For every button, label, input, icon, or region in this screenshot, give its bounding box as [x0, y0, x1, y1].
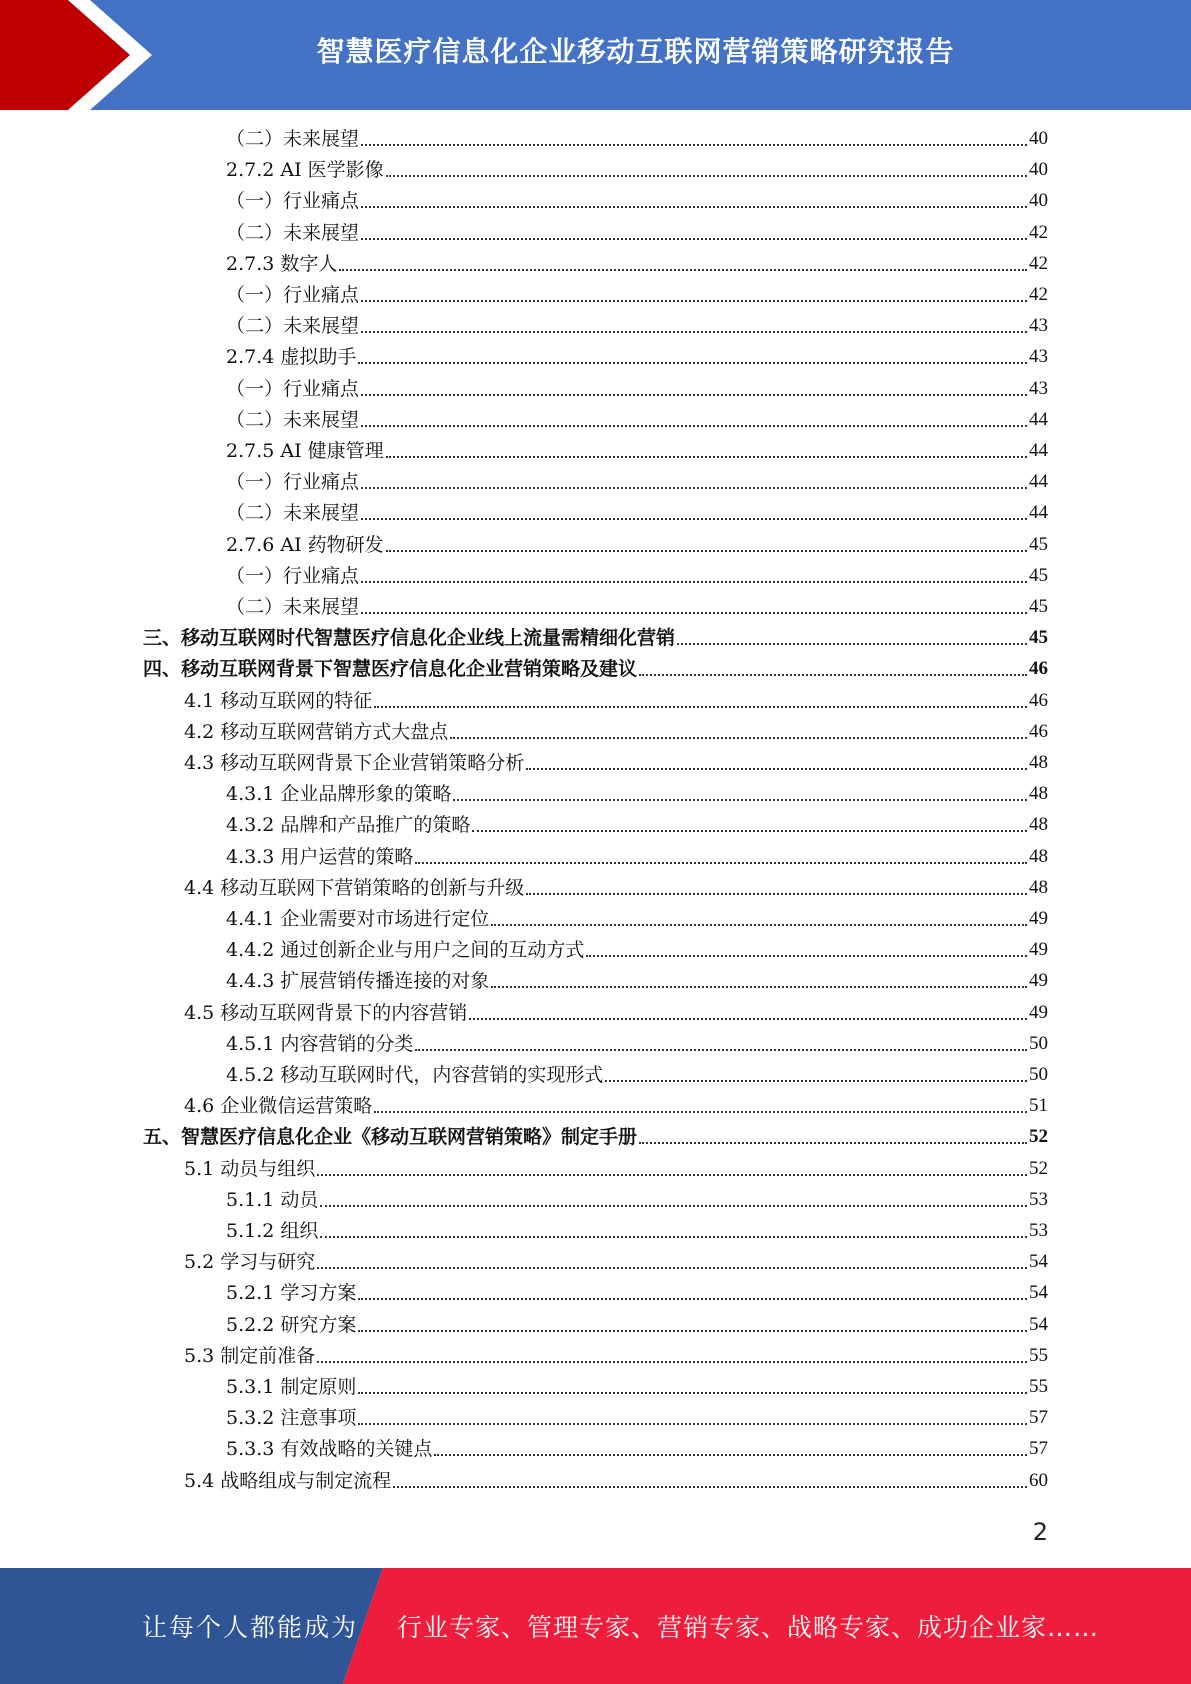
toc-entry[interactable]	[184, 1094, 1048, 1118]
toc-entry-page: 40	[1029, 128, 1048, 149]
toc-entry-label: 4.4.1 企业需要对市场进行定位	[226, 908, 490, 930]
toc-entry[interactable]	[184, 720, 1048, 744]
toc-entry[interactable]	[143, 657, 1048, 681]
toc-entry-page: 45	[1029, 627, 1048, 649]
toc-entry[interactable]	[226, 439, 1048, 463]
toc-entry-label: 4.5.2 移动互联网时代，内容营销的实现形式	[226, 1064, 604, 1086]
toc-entry-label: 4.2 移动互联网营销方式大盘点	[184, 720, 449, 743]
toc-entry-label: 5.1.2 组织	[226, 1220, 319, 1242]
toc-entry[interactable]	[226, 564, 1048, 588]
toc-entry-page: 45	[1029, 533, 1048, 555]
toc-entry-label: 4.5 移动互联网背景下的内容营销	[184, 1001, 468, 1024]
toc-dot-leader	[361, 238, 1027, 240]
toc-entry-page: 48	[1029, 752, 1048, 773]
toc-entry-page: 48	[1029, 814, 1048, 836]
toc-entry-label: 5.3.1 制定原则	[226, 1376, 357, 1398]
toc-entry[interactable]	[184, 1469, 1048, 1493]
toc-entry-label: （一）行业痛点	[226, 564, 360, 587]
toc-entry-page: 46	[1029, 658, 1048, 680]
toc-dot-leader	[361, 612, 1027, 614]
toc-entry-label: 4.4.2 通过创新企业与用户之间的互动方式	[226, 939, 585, 962]
toc-entry[interactable]	[226, 907, 1048, 931]
toc-entry-label: （一）行业痛点	[226, 284, 360, 306]
toc-entry[interactable]	[226, 470, 1048, 494]
toc-entry[interactable]	[226, 314, 1048, 338]
toc-entry-page: 48	[1029, 783, 1048, 805]
toc-entry-page: 48	[1029, 876, 1048, 898]
toc-entry-label: （二）未来展望	[226, 315, 360, 338]
toc-entry-label: 5.4 战略组成与制定流程	[184, 1469, 392, 1492]
toc-entry-label: 2.7.3 数字人	[226, 252, 338, 275]
report-title: 智慧医疗信息化企业移动互联网营销策略研究报告	[316, 35, 955, 68]
toc-entry-page: 42	[1029, 252, 1048, 274]
toc-dot-leader	[677, 643, 1027, 645]
toc-entry-label: （二）未来展望	[226, 408, 360, 431]
toc-entry[interactable]	[226, 533, 1048, 557]
toc-entry-label: 五、智慧医疗信息化企业《移动互联网营销策略》制定手册	[143, 1126, 638, 1149]
toc-entry-page: 45	[1029, 596, 1048, 617]
toc-entry[interactable]	[226, 845, 1048, 869]
toc-entry-page: 57	[1029, 1438, 1048, 1460]
toc-dot-leader	[472, 830, 1027, 832]
toc-dot-leader	[320, 1205, 1027, 1207]
toc-dot-leader	[361, 487, 1027, 489]
toc-entry-page: 54	[1029, 1251, 1048, 1273]
toc-entry-page: 57	[1029, 1407, 1048, 1429]
toc-dot-leader	[317, 1267, 1027, 1269]
toc-dot-leader	[469, 1018, 1027, 1020]
toc-entry-page: 55	[1029, 1344, 1048, 1366]
toc-entry-label: 2.7.5 AI 健康管理	[226, 440, 384, 462]
toc-dot-leader	[386, 175, 1027, 177]
toc-entry[interactable]	[226, 1406, 1048, 1430]
toc-entry[interactable]	[226, 938, 1048, 962]
toc-entry[interactable]	[226, 1032, 1048, 1056]
toc-dot-leader	[320, 1236, 1027, 1238]
toc-dot-leader	[361, 206, 1027, 208]
toc-entry[interactable]	[226, 969, 1048, 993]
toc-entry[interactable]	[184, 689, 1048, 713]
toc-entry-label: 2.7.6 AI 药物研发	[226, 533, 384, 556]
toc-entry-label: 4.3.3 用户运营的策略	[226, 845, 414, 868]
toc-entry[interactable]	[226, 813, 1048, 837]
toc-entry-page: 54	[1029, 1282, 1048, 1304]
toc-dot-leader	[358, 1392, 1027, 1394]
toc-dot-leader	[586, 955, 1027, 957]
toc-entry-label: 5.3.3 有效战略的关键点	[226, 1438, 433, 1461]
toc-dot-leader	[361, 331, 1027, 333]
toc-dot-leader	[361, 300, 1027, 302]
toc-dot-leader	[361, 518, 1027, 520]
toc-entry-label: 2.7.4 虚拟助手	[226, 346, 357, 369]
toc-entry-page: 50	[1029, 1064, 1048, 1085]
toc-dot-leader	[339, 269, 1027, 271]
toc-entry[interactable]	[226, 782, 1048, 806]
toc-entry-label: 5.1 动员与组织	[184, 1157, 316, 1180]
toc-dot-leader	[434, 1454, 1027, 1456]
toc-dot-leader	[317, 1361, 1027, 1363]
page-footer	[0, 1568, 1191, 1684]
toc-entry-label: 5.1.1 动员	[226, 1188, 319, 1211]
toc-dot-leader	[358, 1330, 1027, 1332]
toc-dot-leader	[358, 1298, 1027, 1300]
toc-entry[interactable]	[226, 377, 1048, 401]
toc-entry-label: 4.3 移动互联网背景下企业营销策略分析	[184, 752, 525, 774]
toc-entry-label: 四、移动互联网背景下智慧医疗信息化企业营销策略及建议	[143, 658, 638, 681]
toc-dot-leader	[415, 1049, 1027, 1051]
toc-entry-page: 52	[1029, 1126, 1048, 1148]
toc-entry-label: （二）未来展望	[226, 128, 360, 150]
toc-dot-leader	[374, 1111, 1027, 1113]
toc-dot-leader	[639, 674, 1027, 676]
toc-dot-leader	[361, 425, 1027, 427]
page-number: 2	[1032, 1518, 1048, 1546]
toc-entry-label: （一）行业痛点	[226, 471, 360, 494]
toc-entry-page: 43	[1029, 315, 1048, 337]
toc-entry[interactable]	[226, 189, 1048, 213]
toc-entry[interactable]	[226, 501, 1048, 525]
toc-entry-page: 48	[1029, 845, 1048, 867]
toc-dot-leader	[415, 862, 1027, 864]
toc-entry-page: 44	[1029, 471, 1048, 493]
toc-entry[interactable]	[226, 408, 1048, 432]
toc-dot-leader	[393, 1486, 1027, 1488]
toc-entry[interactable]	[143, 1125, 1048, 1149]
toc-entry-label: （二）未来展望	[226, 502, 360, 525]
toc-entry[interactable]	[226, 1375, 1048, 1399]
toc-dot-leader	[317, 1174, 1027, 1176]
toc-entry-label: 三、移动互联网时代智慧医疗信息化企业线上流量需精细化营销	[143, 627, 676, 650]
toc-entry-page: 54	[1029, 1313, 1048, 1335]
toc-entry-page: 53	[1029, 1188, 1048, 1210]
toc-entry-label: 4.3.1 企业品牌形象的策略	[226, 783, 452, 806]
toc-entry[interactable]	[184, 1344, 1048, 1368]
toc-entry-page: 49	[1029, 1001, 1048, 1023]
toc-entry-label: （二）未来展望	[226, 596, 360, 618]
toc-entry-page: 55	[1029, 1376, 1048, 1397]
toc-dot-leader	[361, 144, 1027, 146]
toc-entry[interactable]	[226, 1188, 1048, 1212]
toc-entry-label: 5.2.1 学习方案	[226, 1282, 357, 1305]
toc-entry-page: 42	[1029, 284, 1048, 305]
toc-entry-page: 52	[1029, 1157, 1048, 1179]
toc-entry-label: （一）行业痛点	[226, 190, 360, 213]
toc-entry-label: 4.3.2 品牌和产品推广的策略	[226, 814, 471, 837]
toc-dot-leader	[361, 394, 1027, 396]
toc-entry-page: 40	[1029, 159, 1048, 181]
toc-dot-leader	[358, 362, 1027, 364]
toc-entry-page: 44	[1029, 408, 1048, 430]
toc-dot-leader	[358, 1423, 1027, 1425]
toc-entry[interactable]	[226, 345, 1048, 369]
toc-entry[interactable]	[226, 283, 1048, 307]
toc-entry-label: 5.2 学习与研究	[184, 1251, 316, 1274]
toc-entry-label: （二）未来展望	[226, 221, 360, 244]
toc-entry[interactable]	[226, 221, 1048, 245]
toc-entry-page: 40	[1029, 190, 1048, 212]
toc-entry[interactable]	[226, 1063, 1048, 1087]
footer-slogan-right: 行业专家、管理专家、营销专家、战略专家、成功企业家……	[397, 1613, 1100, 1642]
toc-entry[interactable]	[226, 158, 1048, 182]
toc-entry-page: 44	[1029, 440, 1048, 461]
page-header	[0, 0, 1191, 110]
toc-entry[interactable]	[226, 127, 1048, 151]
toc-entry-page: 50	[1029, 1032, 1048, 1054]
toc-entry-page: 44	[1029, 502, 1048, 524]
toc-entry[interactable]	[184, 1001, 1048, 1025]
toc-entry[interactable]	[143, 626, 1048, 650]
toc-entry-page: 60	[1029, 1469, 1048, 1491]
toc-entry[interactable]	[226, 1219, 1048, 1243]
toc-entry[interactable]	[184, 1157, 1048, 1181]
toc-entry-page: 49	[1029, 939, 1048, 961]
toc-entry[interactable]	[184, 876, 1048, 900]
toc-entry[interactable]	[226, 1437, 1048, 1461]
toc-entry-page: 43	[1029, 346, 1048, 368]
toc-entry-label: 5.2.2 研究方案	[226, 1313, 357, 1336]
toc-dot-leader	[605, 1080, 1027, 1082]
toc-entry-label: 5.3.2 注意事项	[226, 1407, 357, 1430]
toc-entry-page: 49	[1029, 908, 1048, 929]
toc-entry-label: 4.6 企业微信运营策略	[184, 1095, 373, 1118]
footer-slogan-left: 让每个人都能成为	[142, 1613, 359, 1642]
toc-dot-leader	[491, 986, 1027, 988]
toc-entry-label: 4.4 移动互联网下营销策略的创新与升级	[184, 876, 525, 899]
toc-entry-label: 4.5.1 内容营销的分类	[226, 1032, 414, 1055]
toc-entry-page: 53	[1029, 1220, 1048, 1241]
toc-entry-page: 45	[1029, 564, 1048, 586]
toc-dot-leader	[374, 706, 1027, 708]
toc-entry-page: 51	[1029, 1095, 1048, 1117]
toc-entry-label: 4.1 移动互联网的特征	[184, 689, 373, 712]
toc-dot-leader	[386, 456, 1027, 458]
toc-entry[interactable]	[226, 1281, 1048, 1305]
toc-entry-page: 46	[1029, 720, 1048, 742]
toc-dot-leader	[526, 768, 1027, 770]
toc-entry[interactable]	[226, 252, 1048, 276]
toc-entry-page: 46	[1029, 689, 1048, 711]
toc-entry-label: （一）行业痛点	[226, 377, 360, 400]
toc-entry[interactable]	[226, 595, 1048, 619]
toc-entry-label: 5.3 制定前准备	[184, 1344, 316, 1367]
toc-entry-page: 49	[1029, 970, 1048, 992]
header-chevron-logo	[0, 0, 160, 110]
toc-entry-page: 42	[1029, 221, 1048, 243]
toc-dot-leader	[450, 737, 1027, 739]
toc-entry-label: 2.7.2 AI 医学影像	[226, 159, 384, 182]
toc-dot-leader	[639, 1142, 1027, 1144]
toc-dot-leader	[491, 924, 1027, 926]
toc-entry[interactable]	[226, 1313, 1048, 1337]
toc-entry-label: 4.4.3 扩展营销传播连接的对象	[226, 970, 490, 993]
toc-entry-page: 43	[1029, 377, 1048, 399]
toc-dot-leader	[453, 799, 1027, 801]
toc-dot-leader	[361, 581, 1027, 583]
toc-entry[interactable]	[184, 751, 1048, 775]
toc-dot-leader	[526, 893, 1027, 895]
toc-dot-leader	[386, 550, 1027, 552]
toc-entry[interactable]	[184, 1250, 1048, 1274]
